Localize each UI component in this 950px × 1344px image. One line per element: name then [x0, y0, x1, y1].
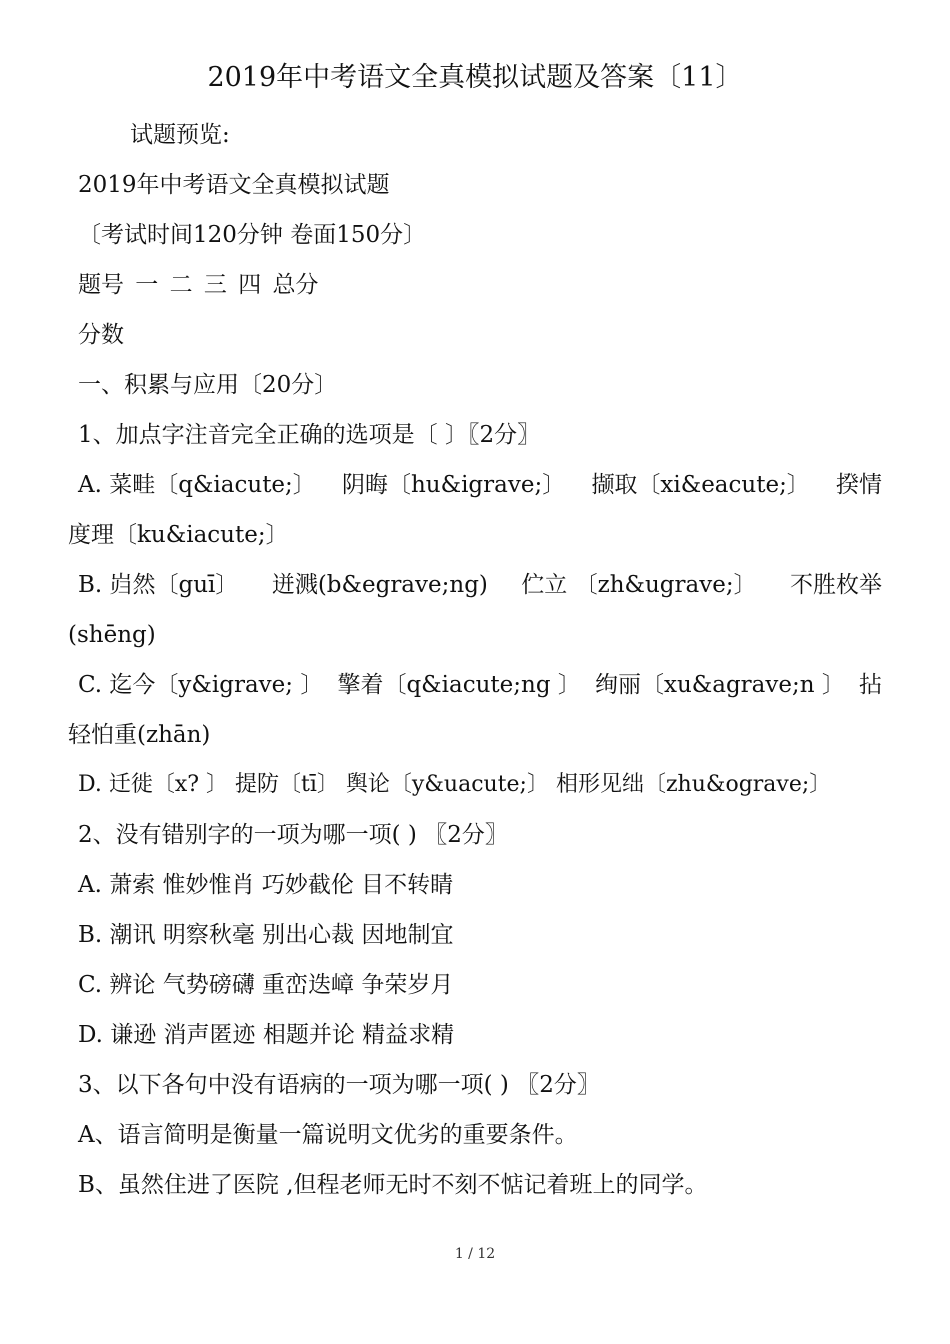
option-b-part: 不胜枚举 [789, 572, 882, 598]
question-3-stem: 3、以下各句中没有语病的一项为哪一项( ) 〖2分〗 [78, 1072, 600, 1098]
question-2-option-a: A. 萧索 惟妙惟肖 巧妙截伦 目不转睛 [78, 872, 454, 898]
document-title: 2019年中考语文全真模拟试题及答案〔11〕 [207, 62, 743, 93]
question-2-option-c: C. 辨论 气势磅礴 重峦迭嶂 争荣岁月 [78, 972, 454, 998]
question-1-option-b-continued: (shēng) [68, 622, 156, 648]
option-a-part: 阴晦〔hu&igrave;〕 [341, 472, 566, 498]
score-table-score-row: 分数 [78, 322, 124, 348]
exam-info: 〔考试时间120分钟 卷面150分〕 [78, 222, 427, 248]
option-b-part: 迸溅(b&egrave;ng) [271, 572, 488, 598]
page-number: 1 / 12 [454, 1246, 496, 1262]
question-1-option-a-continued: 度理〔ku&iacute;〕 [68, 522, 289, 548]
question-2-option-b: B. 潮讯 明察秋毫 别出心裁 因地制宜 [78, 922, 454, 948]
question-2-option-d: D. 谦逊 消声匿迹 相题并论 精益求精 [78, 1022, 455, 1048]
option-c-part: 拈 [858, 672, 882, 698]
option-a-part: A. 菜畦〔q&iacute;〕 [78, 472, 316, 498]
option-b-part: 伫立 〔zh&ugrave;〕 [521, 572, 757, 598]
score-table-header-row: 题号 一 二 三 四 总分 [78, 272, 319, 298]
option-a-part: 揆情 [835, 472, 882, 498]
question-3-option-a: A、语言简明是衡量一篇说明文优劣的重要条件。 [78, 1122, 578, 1148]
option-c-part: 擎着〔q&iacute;ng 〕 [337, 672, 581, 698]
option-a-part: 撷取〔xi&eacute;〕 [591, 472, 810, 498]
question-1-option-c-continued: 轻怕重(zhān) [68, 722, 211, 748]
preview-label: 试题预览: [130, 122, 230, 148]
question-1-option-d: D. 迁徙〔x? 〕 提防〔tī〕 舆论〔y&uacute;〕 相形见绌〔zhu&ograve;〕 [78, 772, 832, 797]
option-b-part: B. 岿然〔guī〕 [78, 572, 239, 598]
option-c-part: 绚丽〔xu&agrave;n 〕 [594, 672, 845, 698]
question-1-option-b [78, 568, 882, 602]
exam-subtitle: 2019年中考语文全真模拟试题 [78, 172, 390, 198]
question-1-option-c [78, 668, 882, 702]
question-2-stem: 2、没有错别字的一项为哪一项( ) 〖2分〗 [78, 822, 508, 848]
question-3-option-b: B、虽然住进了医院 ,但程老师无时不刻不惦记着班上的同学。 [78, 1172, 708, 1198]
question-1-option-a [78, 468, 882, 502]
section-heading: 一、积累与应用〔20分〕 [78, 372, 338, 398]
option-c-part: C. 迄今〔y&igrave; 〕 [78, 672, 324, 698]
question-1-stem: 1、加点字注音完全正确的选项是〔 〕〖2分〗 [78, 422, 541, 448]
